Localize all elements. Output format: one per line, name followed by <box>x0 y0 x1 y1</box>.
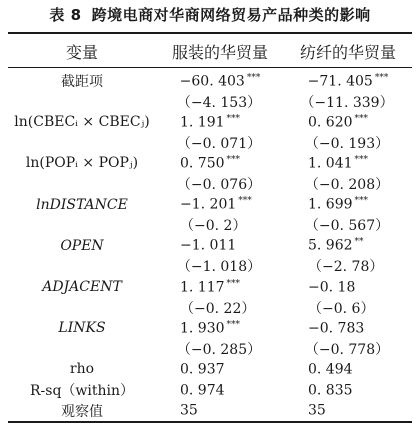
coefficient-value: （−0. 6） <box>308 300 375 317</box>
significance-stars: *** <box>354 113 369 124</box>
clothing-value-cell <box>156 237 284 254</box>
coefficient-value: −71. 405 <box>307 73 373 90</box>
coefficient-value: （−0. 071） <box>176 135 262 152</box>
coefficient-value: −0. 783 <box>308 320 365 337</box>
significance-stars: *** <box>246 72 261 83</box>
clothing-value-cell <box>156 133 284 153</box>
top-rule <box>8 32 412 34</box>
coefficient-value: （−0. 567） <box>304 218 390 235</box>
coefficient-value: （−0. 22） <box>180 300 256 317</box>
significance-stars: *** <box>226 155 241 166</box>
clothing-value-cell <box>156 174 284 194</box>
coefficient-value: （−1. 018） <box>176 259 262 276</box>
coefficient-value: 0. 937 <box>180 361 225 378</box>
coefficient-value: −0. 18 <box>308 279 356 296</box>
coefficient-value: 0. 494 <box>308 361 353 378</box>
table-caption <box>0 4 420 25</box>
clothing-value-cell <box>156 361 284 378</box>
variable-cell: ADJACENT <box>42 279 122 295</box>
variable-cell: lnDISTANCE <box>36 196 128 213</box>
textile-value-cell <box>284 237 412 254</box>
table-row <box>8 194 412 216</box>
table-row <box>8 317 412 339</box>
variable-cell: 观察值 <box>61 403 103 420</box>
table-row <box>8 276 412 298</box>
table-row <box>8 152 412 174</box>
coefficient-value: 1. 191 <box>180 114 225 131</box>
clothing-value-cell <box>156 339 284 359</box>
variable-cell: rho <box>69 361 95 378</box>
textile-value-cell <box>284 215 412 235</box>
coefficient-value: （−0. 193） <box>304 135 390 152</box>
coefficient-value: 1. 930 <box>180 320 225 337</box>
coefficient-value: 5. 962 <box>308 238 353 255</box>
header-textile-trade: 纺纤的华贸量 <box>299 42 396 62</box>
coefficient-value: 1. 117 <box>180 279 225 296</box>
clothing-value-cell <box>156 256 284 276</box>
textile-value-cell <box>284 382 412 399</box>
coefficient-value: −60. 403 <box>179 73 245 90</box>
coefficient-value: （−0. 208） <box>304 177 390 193</box>
textile-value-cell <box>284 339 412 359</box>
textile-value-cell <box>284 73 412 90</box>
coefficient-value: 0. 750 <box>180 155 225 172</box>
table-row <box>8 111 412 133</box>
textile-value-cell <box>284 155 412 172</box>
coefficient-value: 0. 620 <box>308 114 353 131</box>
significance-stars: *** <box>374 72 389 83</box>
coefficient-value: −1. 201 <box>180 196 237 213</box>
coefficient-value: （−2. 78） <box>308 259 384 276</box>
significance-stars: *** <box>226 319 241 330</box>
table-row <box>8 358 412 380</box>
textile-value-cell <box>284 402 412 419</box>
coefficient-value: 35 <box>180 402 198 419</box>
table-row <box>8 235 412 257</box>
header-row <box>8 39 412 63</box>
bottom-rule <box>8 421 412 423</box>
coefficient-value: （−0. 778） <box>304 341 390 358</box>
textile-value-cell <box>284 133 412 153</box>
textile-value-cell <box>284 256 412 276</box>
clothing-value-cell <box>156 215 284 235</box>
textile-value-cell <box>284 279 412 296</box>
variable-cell: OPEN <box>60 237 104 254</box>
table-row <box>8 91 412 113</box>
variable-cell: LINKS <box>58 320 106 337</box>
coefficient-value: （−0. 2） <box>180 218 247 235</box>
table-row <box>8 400 412 422</box>
coefficient-value: 0. 974 <box>180 382 225 399</box>
significance-stars: *** <box>354 196 369 207</box>
coefficient-value: 1. 041 <box>308 155 353 172</box>
coefficient-value: 0. 835 <box>308 382 353 399</box>
textile-value-cell <box>284 174 412 194</box>
table-row <box>8 214 412 236</box>
significance-stars: *** <box>354 155 369 166</box>
coefficient-value: （−11. 339） <box>300 94 394 111</box>
significance-stars: *** <box>226 113 241 124</box>
table-title: 跨境电商对华商网络贸易产品种类的影响 <box>91 6 371 24</box>
coefficient-value: （−4. 153） <box>176 94 262 111</box>
textile-value-cell <box>284 361 412 378</box>
coefficient-value: 35 <box>308 402 326 419</box>
clothing-value-cell <box>156 92 284 112</box>
clothing-value-cell <box>156 196 284 213</box>
table-row <box>8 132 412 154</box>
textile-value-cell <box>284 92 412 112</box>
variable-cell: ln(CBECᵢ × CBECⱼ) <box>14 114 150 131</box>
clothing-value-cell <box>156 155 284 172</box>
coefficient-value: −1. 011 <box>180 238 237 255</box>
table-row <box>8 255 412 277</box>
textile-value-cell <box>284 320 412 337</box>
clothing-value-cell <box>156 114 284 131</box>
textile-value-cell <box>284 196 412 213</box>
significance-stars: *** <box>238 196 252 207</box>
table-row <box>8 173 412 195</box>
header-clothing-trade: 服装的华贸量 <box>171 42 268 62</box>
coefficient-value: （−0. 285） <box>176 341 262 358</box>
table-number: 表 8 <box>49 6 82 24</box>
textile-value-cell <box>284 298 412 318</box>
table-row <box>8 338 412 360</box>
coefficient-value: （−0. 076） <box>176 177 262 193</box>
clothing-value-cell <box>156 320 284 337</box>
header-rule <box>8 67 412 68</box>
header-variable: 变量 <box>65 42 98 62</box>
table-row <box>8 379 412 401</box>
textile-value-cell <box>284 114 412 131</box>
variable-cell: R-sq（within） <box>29 383 134 399</box>
coefficient-value: 1. 699 <box>308 196 353 213</box>
clothing-value-cell <box>156 279 284 296</box>
clothing-value-cell <box>156 382 284 399</box>
table-row <box>8 297 412 319</box>
table-row <box>8 70 412 92</box>
variable-cell: ln(POPᵢ × POPⱼ) <box>25 155 139 172</box>
clothing-value-cell <box>156 73 284 90</box>
significance-stars: *** <box>226 278 241 289</box>
clothing-value-cell <box>156 402 284 419</box>
clothing-value-cell <box>156 298 284 318</box>
significance-stars: ** <box>354 237 364 248</box>
variable-cell: 截距项 <box>61 74 103 90</box>
